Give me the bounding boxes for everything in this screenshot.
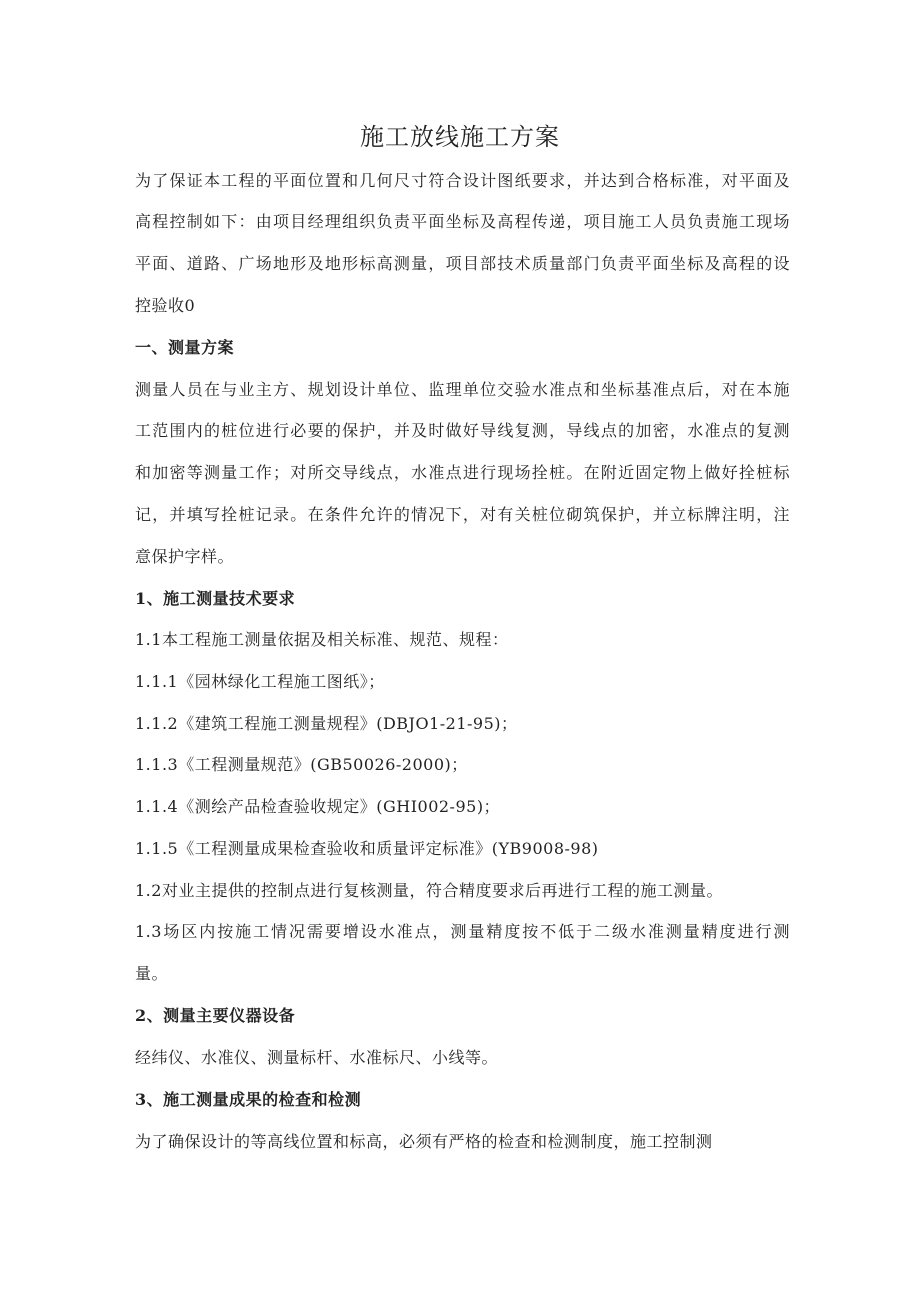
sub3-text: 为了确保设计的等高线位置和标高，必须有严格的检查和检测制度，施工控制测 <box>135 1132 713 1151</box>
section1-line-2: 工范围内的桩位进行必要的保护，并及时做好导线复测，导线点的加密，水准点的复测 <box>135 421 790 440</box>
sub1-item-8: 1.3场区内按施工情况需要增设水准点，测量精度按不低于二级水准测量精度进行测 <box>135 922 790 941</box>
section1-line-1: 测量人员在与业主方、规划设计单位、监理单位交验水准点和坐标基准点后，对在本施 <box>135 380 790 399</box>
sub1-item-2: 1.1.1《园林绿化工程施工图纸》； <box>135 672 385 691</box>
sub1-item-3: 1.1.2《建筑工程施工测量规程》(DBJO1-21-95)； <box>135 714 518 733</box>
intro-line-1: 为了保证本工程的平面位置和几何尺寸符合设计图纸要求，并达到合格标准，对平面及 <box>135 171 790 190</box>
intro-line-3: 平面、道路、广场地形及地形标高测量，项目部技术质量部门负责平面坐标及高程的设 <box>135 254 790 273</box>
intro-line-4: 控验收0 <box>135 296 196 315</box>
section1-line-3: 和加密等测量工作；对所交导线点，水准点进行现场拴桩。在附近固定物上做好拴桩标 <box>135 463 790 482</box>
subsection-heading-1: 1、施工测量技术要求 <box>135 589 296 608</box>
sub1-item-1: 1.1本工程施工测量依据及相关标准、规范、规程： <box>135 630 509 649</box>
sub1-item-9: 量。 <box>135 964 169 983</box>
subsection-heading-2: 2、测量主要仪器设备 <box>135 1006 296 1025</box>
sub1-item-4: 1.1.3《工程测量规范》(GB50026-2000)； <box>135 755 468 774</box>
section-heading-1: 一、测量方案 <box>135 338 235 357</box>
subsection-heading-3: 3、施工测量成果的检查和检测 <box>135 1090 362 1109</box>
sub1-item-5: 1.1.4《测绘产品检查验收规定》(GHI002-95)； <box>135 797 501 816</box>
sub2-text: 经纬仪、水准仪、测量标杆、水准标尺、小线等。 <box>135 1048 499 1067</box>
section1-line-5: 意保护字样。 <box>135 547 235 566</box>
sub1-item-7: 1.2对业主提供的控制点进行复核测量，符合精度要求后再进行工程的施工测量。 <box>135 881 723 900</box>
section1-line-4: 记，并填写拴桩记录。在条件允许的情况下，对有关桩位砌筑保护，并立标牌注明，注 <box>135 505 790 524</box>
intro-line-2: 高程控制如下：由项目经理组织负责平面坐标及高程传递，项目施工人员负责施工现场 <box>135 212 790 231</box>
document-title: 施工放线施工方案 <box>360 123 560 151</box>
sub1-item-6: 1.1.5《工程测量成果检查验收和质量评定标准》(YB9008-98) <box>135 839 599 858</box>
